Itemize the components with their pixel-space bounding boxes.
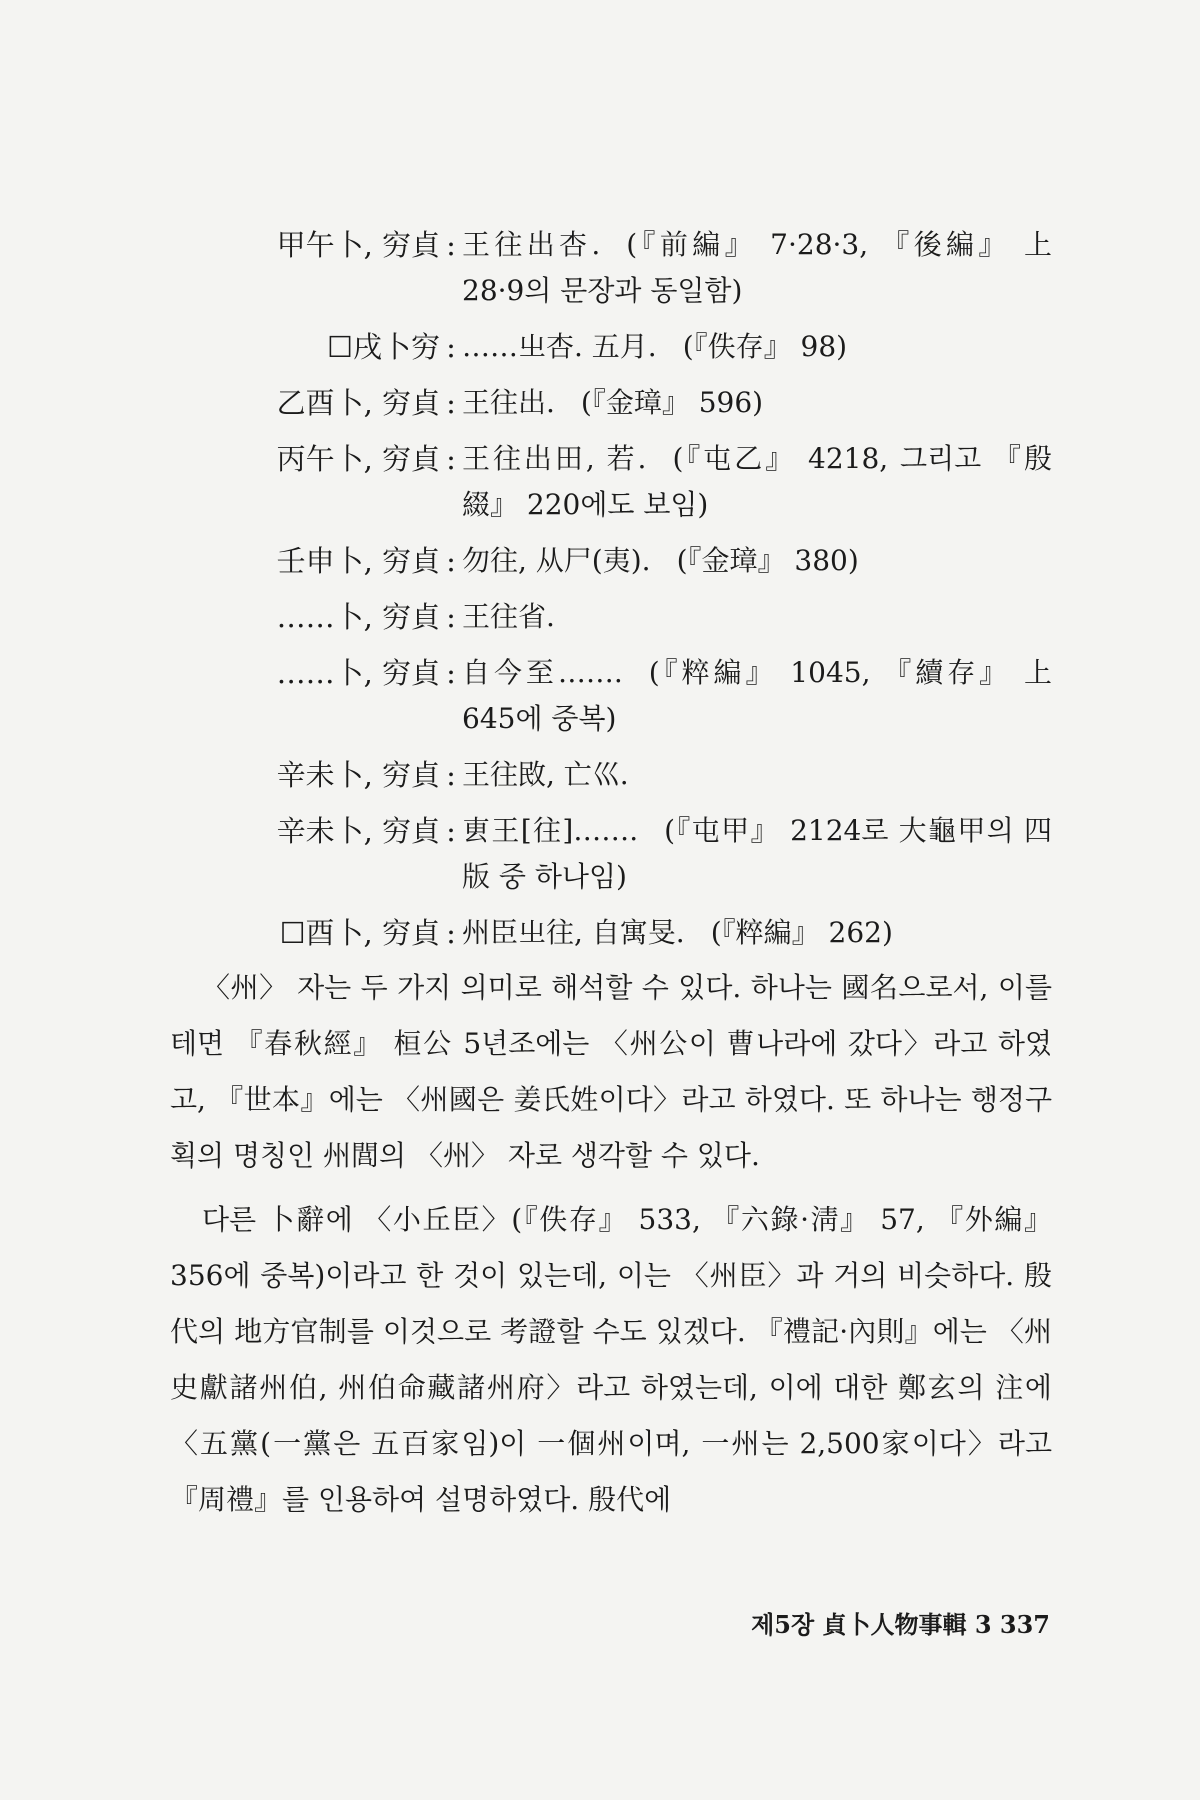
inscription-entry <box>232 380 1052 426</box>
inscription-source: (『粹編』 1045, 『續存』 上 645에 중복) <box>462 656 1052 735</box>
inscription-body <box>462 538 1052 584</box>
inscription-label: 辛未卜, 穷貞 <box>276 758 440 792</box>
inscription-entry <box>232 324 1052 370</box>
inscription-entry <box>232 436 1052 528</box>
inscription-list <box>232 222 1052 966</box>
colon-separator: : <box>446 330 456 364</box>
inscription-body <box>462 910 1052 956</box>
inscription-source: (『屯甲』 2124로 大龜甲의 四版 중 하나임) <box>462 814 1052 893</box>
inscription-text: 自今至……. <box>462 656 623 689</box>
inscription-entry <box>232 222 1052 314</box>
colon-separator: : <box>446 758 456 792</box>
inscription-body <box>462 380 1052 426</box>
inscription-label: ……卜, 穷貞 <box>276 600 440 634</box>
inscription-text: 王往省. <box>462 600 555 633</box>
inscription-text: 王往出. <box>462 386 555 419</box>
colon-separator: : <box>446 916 456 950</box>
inscription-text: 叀王[往]……. <box>462 814 639 847</box>
inscription-body <box>462 436 1052 528</box>
body-paragraph: 다른 卜辭에 〈小丘臣〉(『佚存』 533, 『六錄·淸』 57, 『外編』 356에 중복)이라고 한 것이 있는데, 이는 〈州臣〉과 거의 비슷하다. 殷代의 地方官制를 이것으로 考證할 수도 있겠다. 『禮記·內則』에는 〈州史獻諸州伯, 州伯命藏諸州府〉라고 하였는데, 이에 대한 鄭玄의 注에 〈五黨(一黨은 五百家임)이 一個州이며, 一州는 2,500家이다〉라고 『周禮』를 인용하여 설명하였다. 殷代에 <box>170 1203 1052 1516</box>
inscription-label: ……卜, 穷貞 <box>276 656 440 690</box>
inscription-text: 勿往, 从尸(夷). <box>462 544 651 577</box>
inscription-entry <box>232 808 1052 900</box>
inscription-entry <box>232 538 1052 584</box>
inscription-label: ☐酉卜, 穷貞 <box>279 916 440 950</box>
inscription-entry <box>232 594 1052 640</box>
inscription-label: ☐戌卜穷 <box>327 330 440 364</box>
inscription-body <box>462 808 1052 900</box>
inscription-text: 王往敃, 亡巛. <box>462 758 629 791</box>
inscription-entry <box>232 752 1052 798</box>
inscription-entry <box>232 910 1052 956</box>
inscription-text: 王往出田, 若. <box>462 442 647 475</box>
inscription-text: 州臣㞢往, 自寓旻. <box>462 916 685 949</box>
commentary <box>170 960 1052 1536</box>
colon-separator: : <box>446 656 456 690</box>
inscription-entry <box>232 650 1052 742</box>
colon-separator: : <box>446 386 456 420</box>
inscription-body <box>462 650 1052 742</box>
inscription-body <box>462 752 1052 798</box>
inscription-label: 乙酉卜, 穷貞 <box>276 386 440 420</box>
inscription-source: (『金璋』 596) <box>580 386 764 419</box>
inscription-body <box>462 222 1052 314</box>
inscription-label: 辛未卜, 穷貞 <box>276 814 440 848</box>
inscription-label: 壬申卜, 穷貞 <box>276 544 440 578</box>
inscription-label: 甲午卜, 穷貞 <box>276 228 440 262</box>
inscription-text: 王往出杏. <box>462 228 601 261</box>
inscription-label: 丙午卜, 穷貞 <box>276 442 440 476</box>
body-paragraph: 〈州〉 자는 두 가지 의미로 해석할 수 있다. 하나는 國名으로서, 이를테면 『春秋經』 桓公 5년조에는 〈州公이 曹나라에 갔다〉라고 하였고, 『世本』에는 〈州國은 姜氏姓이다〉라고 하였다. 또 하나는 행정구획의 명칭인 州閭의 〈州〉 자로 생각할 수 있다. <box>170 971 1052 1172</box>
colon-separator: : <box>446 814 456 848</box>
colon-separator: : <box>446 544 456 578</box>
inscription-text: ……㞢杏. 五月. <box>462 330 657 363</box>
colon-separator: : <box>446 442 456 476</box>
page-footer: 제5장 貞卜人物事輯 3 337 <box>751 1610 1050 1639</box>
inscription-source: (『佚存』 98) <box>682 330 848 363</box>
inscription-source: (『金璋』 380) <box>676 544 859 577</box>
inscription-source: (『粹編』 262) <box>710 916 893 949</box>
colon-separator: : <box>446 600 456 634</box>
inscription-body <box>462 594 1052 640</box>
colon-separator: : <box>446 228 456 262</box>
inscription-source: (『屯乙』 4218, 그리고 『殷綴』 220에도 보임) <box>462 442 1052 521</box>
inscription-source: (『前編』 7·28·3, 『後編』 上 28·9의 문장과 동일함) <box>462 228 1052 307</box>
inscription-body <box>462 324 1052 370</box>
